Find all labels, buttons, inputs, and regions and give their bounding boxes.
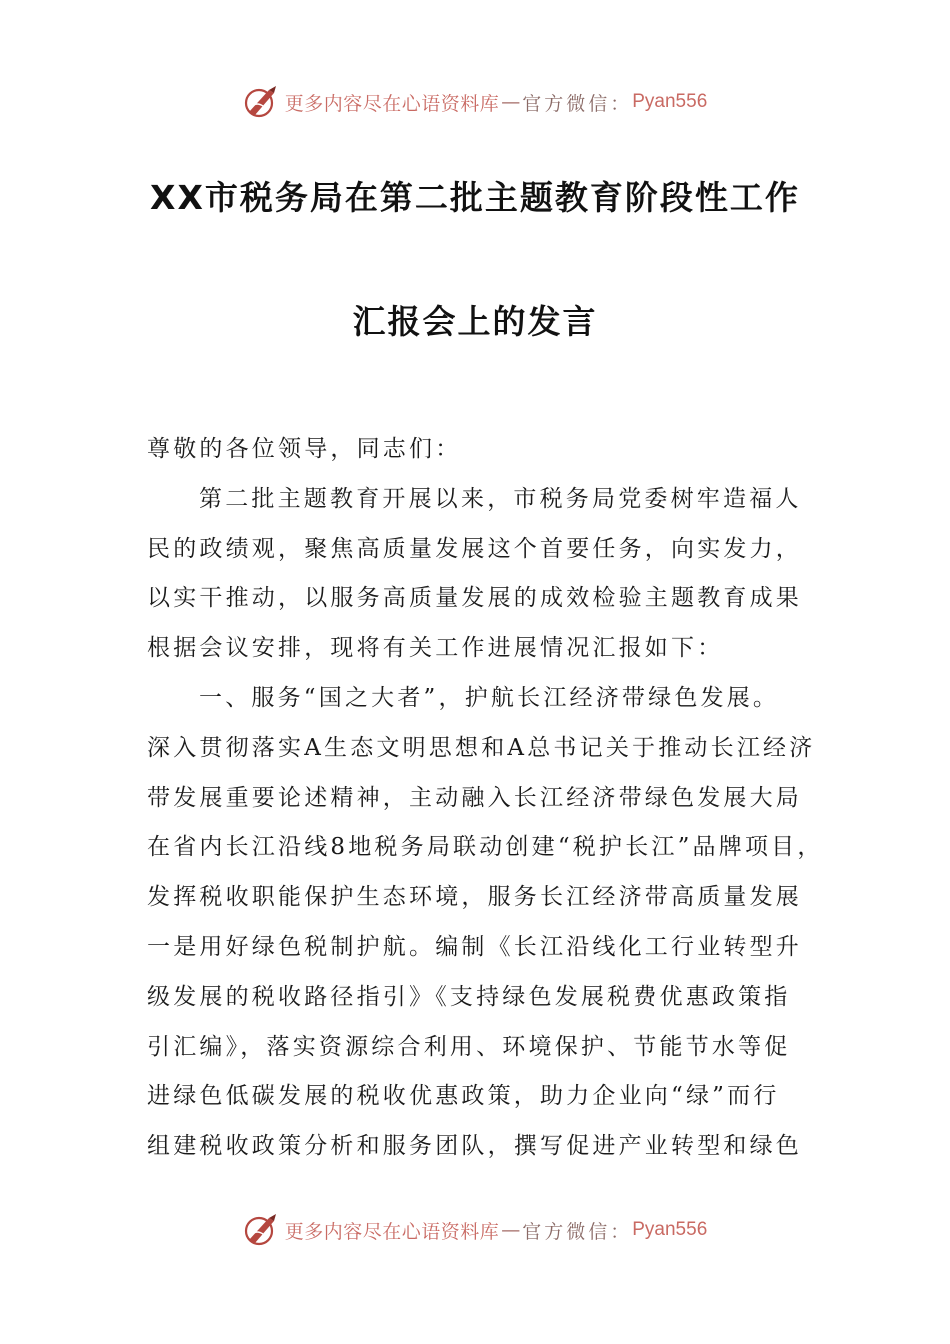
document-body bbox=[147, 425, 824, 1172]
footer-banner bbox=[0, 1210, 950, 1250]
paragraph-line: 一是用好绿色税制护航。编制《长江沿线化工行业转型升 bbox=[147, 933, 802, 960]
banner-dash: — bbox=[501, 91, 521, 113]
paragraph-line: 组建税收政策分析和服务团队，撰写促进产业转型和绿色 bbox=[147, 1133, 802, 1160]
paragraph-line: 以实干推动，以服务高质量发展的成效检验主题教育成果 bbox=[147, 585, 802, 612]
section-heading-line: 一、服务“国之大者”，护航长江经济带绿色发展。 bbox=[199, 684, 780, 711]
banner-text: 更多内容尽在心语资料库 bbox=[284, 92, 500, 115]
document-title-line1: XX市税务局在第二批主题教育阶段性工作 bbox=[150, 178, 800, 217]
banner-wechat-label: 官方微信： bbox=[522, 92, 633, 115]
pen-logo-icon bbox=[243, 1212, 279, 1248]
paragraph-line: 在省内长江沿线8地税务局联动创建“税护长江”品牌项目， bbox=[147, 834, 824, 861]
paragraph-line: 第二批主题教育开展以来，市税务局党委树牢造福人 bbox=[199, 485, 802, 512]
paragraph-line: 民的政绩观，聚焦高质量发展这个首要任务，向实发力， bbox=[147, 535, 802, 562]
banner-text: 更多内容尽在心语资料库 bbox=[284, 1220, 500, 1243]
pen-logo-icon bbox=[243, 84, 279, 120]
paragraph-line: 引汇编》，落实资源综合利用、环境保护、节能节水等促 bbox=[147, 1033, 791, 1060]
banner-wechat-id: Pyan556 bbox=[632, 1219, 708, 1240]
banner-wechat-label: 官方微信： bbox=[522, 1220, 633, 1243]
banner-dash: — bbox=[501, 1219, 521, 1241]
paragraph-line: 级发展的税收路径指引》《支持绿色发展税费优惠政策指 bbox=[147, 983, 791, 1010]
paragraph-line: 根据会议安排，现将有关工作进展情况汇报如下： bbox=[147, 635, 724, 662]
header-banner bbox=[0, 82, 950, 122]
paragraph-line: 深入贯彻落实A生态文明思想和A总书记关于推动长江经济 bbox=[147, 734, 816, 761]
salutation: 尊敬的各位领导，同志们： bbox=[147, 436, 462, 462]
document-title-line2: 汇报会上的发言 bbox=[352, 302, 598, 341]
banner-wechat-id: Pyan556 bbox=[632, 91, 708, 112]
paragraph-line: 带发展重要论述精神，主动融入长江经济带绿色发展大局 bbox=[147, 784, 802, 811]
paragraph-line: 进绿色低碳发展的税收优惠政策，助力企业向“绿”而行 bbox=[147, 1083, 780, 1110]
paragraph-line: 发挥税收职能保护生态环境，服务长江经济带高质量发展 bbox=[147, 884, 802, 911]
